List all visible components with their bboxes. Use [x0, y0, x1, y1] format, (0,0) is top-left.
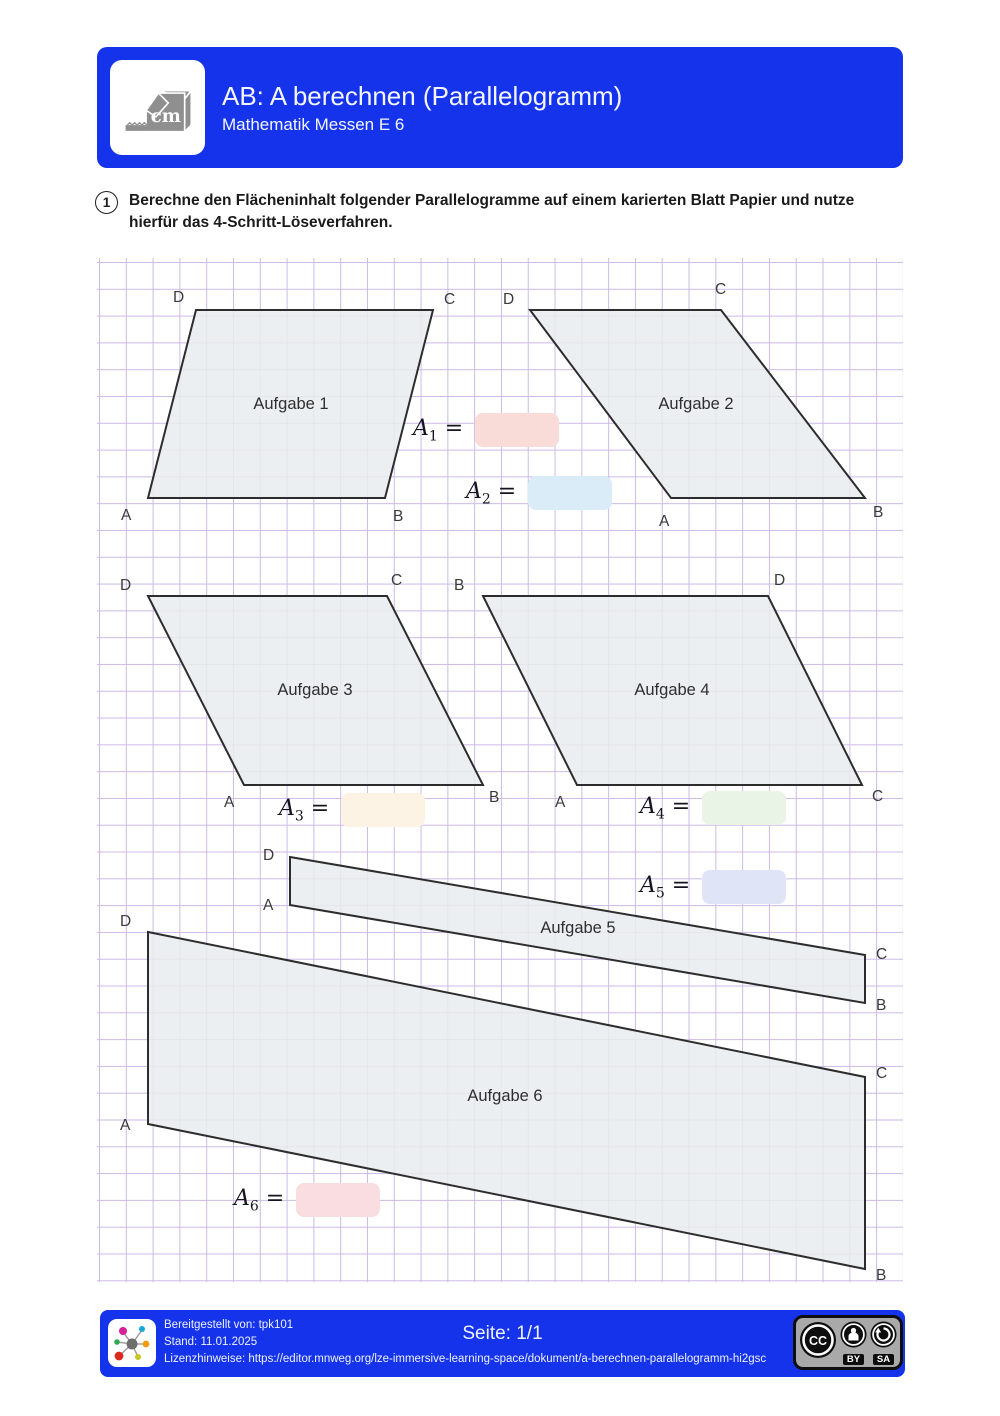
vertex-label-d-shape-4: D — [774, 572, 786, 589]
parallelogram-3-label: Aufgabe 3 — [277, 681, 353, 699]
area-formula-3 — [279, 793, 425, 827]
answer-highlight-box-2 — [528, 476, 612, 510]
page-subtitle: Mathematik Messen E 6 — [222, 114, 405, 134]
answer-highlight-box-1 — [475, 413, 559, 447]
vertex-label-c-shape-4: C — [872, 788, 884, 805]
vertex-label-c-shape-1: C — [444, 291, 456, 308]
svg-text:cm: cm — [150, 105, 181, 127]
cc-logo-icon — [799, 1321, 837, 1364]
svg-text:CC: CC — [808, 1334, 828, 1348]
footer-stand: Stand: 11.01.2025 — [164, 1336, 258, 1348]
formula-variable-A6: $A_6$ = — [234, 1185, 285, 1215]
vertex-label-a-shape-2: A — [659, 513, 670, 530]
vertex-label-d-shape-1: D — [173, 289, 185, 306]
vertex-label-a-shape-5: A — [263, 897, 274, 914]
vertex-label-d-shape-2: D — [503, 291, 515, 308]
vertex-label-c-shape-2: C — [715, 281, 727, 298]
parallelogram-6-label: Aufgabe 6 — [467, 1087, 543, 1105]
cc-sa-label: SA — [873, 1354, 894, 1365]
area-formula-2 — [466, 476, 612, 510]
cc-by-sa-badge — [793, 1315, 903, 1370]
cm-tape-measure-icon — [119, 66, 197, 149]
task-instruction: Berechne den Flächeninhalt folgender Parallelogramme auf einem karierten Blatt Papier und nutze hierfür das 4-Schritt-Löseverfahren. — [129, 192, 855, 231]
footer-provided-by: Bereitgestellt von: tpk101 — [164, 1319, 294, 1331]
parallelogram-4-label: Aufgabe 4 — [634, 681, 710, 699]
area-formula-5 — [640, 870, 786, 904]
task-row — [95, 190, 885, 234]
vertex-label-b-shape-5: B — [876, 997, 887, 1014]
vertex-label-a-shape-1: A — [121, 507, 132, 524]
vertex-label-b-shape-1: B — [393, 508, 404, 525]
parallelogram-5-label: Aufgabe 5 — [540, 919, 616, 937]
answer-highlight-box-4 — [702, 791, 786, 825]
cc-sa-arrow-icon — [870, 1321, 897, 1353]
vertex-label-a-shape-3: A — [224, 794, 235, 811]
grid-paper — [97, 258, 903, 1282]
formula-variable-A4: $A_4$ = — [640, 793, 691, 823]
vertex-label-c-shape-6: C — [876, 1065, 888, 1082]
vertex-label-d-shape-3: D — [120, 577, 132, 594]
header-logo-box — [110, 60, 205, 155]
answer-highlight-box-3 — [341, 793, 425, 827]
footer-bar — [100, 1310, 905, 1377]
header-bar — [97, 47, 903, 168]
footer-license-line: Lizenzhinweise: https://editor.mnweg.org/lze-immersive-learning-space/dokument/a-berechnen-parallelogramm-hi2gsc — [164, 1353, 767, 1365]
vertex-label-b-shape-2: B — [873, 504, 884, 521]
parallelogram-1-label: Aufgabe 1 — [253, 395, 329, 413]
page-title: AB: A berechnen (Parallelogramm) — [222, 80, 623, 111]
page-indicator: Seite: 1/1 — [462, 1323, 543, 1344]
formula-variable-A5: $A_5$ = — [640, 872, 691, 902]
vertex-label-c-shape-5: C — [876, 946, 888, 963]
vertex-label-a-shape-4: A — [555, 794, 566, 811]
area-formula-4 — [640, 791, 786, 825]
vertex-label-c-shape-3: C — [391, 572, 403, 589]
area-formula-1 — [413, 413, 559, 447]
answer-highlight-box-5 — [702, 870, 786, 904]
answer-highlight-box-6 — [296, 1183, 380, 1217]
vertex-label-d-shape-6: D — [120, 913, 132, 930]
formula-variable-A1: $A_1$ = — [413, 415, 464, 445]
formula-variable-A3: $A_3$ = — [279, 795, 330, 825]
task-number-badge: 1 — [95, 191, 118, 214]
area-formula-6 — [234, 1183, 380, 1217]
vertex-label-b-shape-4: B — [454, 577, 465, 594]
vertex-label-a-shape-6: A — [120, 1117, 131, 1134]
cc-by-person-icon — [840, 1321, 867, 1353]
parallelogram-2-label: Aufgabe 2 — [658, 395, 734, 413]
license-url-link[interactable]: https://editor.mnweg.org/lze-immersive-learning-space/dokument/a-berechnen-parallelogramm-hi2gsc — [248, 1353, 767, 1365]
vertex-label-b-shape-3: B — [489, 789, 500, 806]
vertex-label-b-shape-6: B — [876, 1267, 887, 1282]
formula-variable-A2: $A_2$ = — [466, 478, 517, 508]
cc-by-label: BY — [843, 1354, 864, 1365]
vertex-label-d-shape-5: D — [263, 847, 275, 864]
